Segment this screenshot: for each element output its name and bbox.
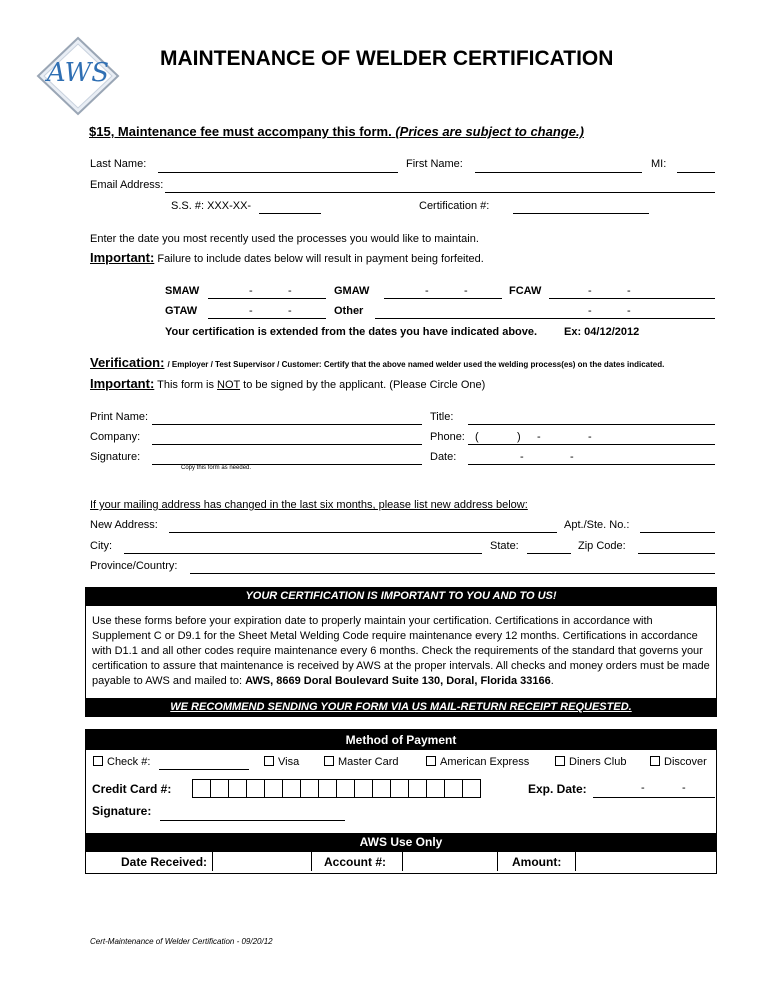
email-label: Email Address: — [90, 179, 164, 191]
fcaw-label: FCAW — [509, 285, 542, 297]
verification-line — [90, 355, 664, 370]
province-field[interactable] — [190, 573, 715, 574]
date-dash: - — [627, 285, 631, 297]
date-dash: - — [464, 285, 468, 297]
account-field[interactable] — [402, 852, 498, 871]
title-label: Title: — [430, 411, 454, 423]
print-name-field[interactable] — [152, 424, 422, 425]
mastercard-label: Master Card — [338, 756, 399, 768]
copy-note: Copy this form as needed. — [181, 465, 252, 471]
print-name-label: Print Name: — [90, 411, 149, 423]
discover-checkbox[interactable] — [650, 756, 660, 766]
cert-field[interactable] — [513, 213, 649, 214]
instructions-line: Enter the date you most recently used the processes you would like to maintain. — [90, 233, 479, 245]
important-box-text: Use these forms before your expiration date to properly maintain your certification. Certifications in accordance with Supplement C or D9.1 for the Sheet Metal Welding Code require maintenance every 12 months. Certifications in accordance with D1.1 and all other codes require maintenance every 6 months. Check the requirements of the standard that governs your certification to assure that maintenance is received by AWS at the proper intervals. All checks and money orders must be made payable to AWS and mailed to: — [92, 615, 710, 687]
date-field[interactable] — [468, 464, 715, 465]
city-label: City: — [90, 540, 112, 552]
office-row — [86, 852, 716, 872]
phone-dash: - — [588, 431, 592, 443]
important-box-header: YOUR CERTIFICATION IS IMPORTANT TO YOU AND TO US! — [85, 587, 717, 606]
other-label: Other — [334, 305, 364, 317]
payment-signature-label: Signature: — [92, 804, 152, 818]
exp-date-label: Exp. Date: — [528, 782, 587, 796]
important-label: Important: — [90, 250, 155, 265]
fee-main: $15, Maintenance fee must accompany this form. — [89, 124, 392, 139]
signature-label: Signature: — [90, 451, 141, 463]
important-box — [85, 606, 717, 698]
state-label: State: — [490, 540, 519, 552]
apt-label: Apt./Ste. No.: — [564, 519, 630, 531]
check-number-field[interactable] — [159, 769, 249, 770]
date-dash: - — [588, 285, 592, 297]
check-checkbox[interactable] — [93, 756, 103, 766]
aws-logo — [36, 36, 120, 116]
date-example: Ex: 04/12/2012 — [564, 326, 640, 338]
amex-option[interactable] — [426, 756, 529, 768]
page-title: MAINTENANCE OF WELDER CERTIFICATION — [160, 47, 614, 70]
phone-open-paren: ( — [475, 431, 479, 443]
visa-label: Visa — [278, 756, 300, 768]
gmaw-date-field[interactable] — [384, 298, 502, 299]
city-field[interactable] — [124, 553, 482, 554]
amex-checkbox[interactable] — [426, 756, 436, 766]
company-field[interactable] — [152, 444, 422, 445]
phone-field[interactable] — [468, 444, 715, 445]
verification-not: NOT — [217, 379, 241, 391]
other-process-field[interactable] — [375, 318, 715, 319]
diners-option[interactable] — [555, 756, 626, 768]
credit-card-label: Credit Card #: — [92, 782, 172, 796]
diners-checkbox[interactable] — [555, 756, 565, 766]
diners-label: Diners Club — [569, 756, 627, 768]
check-label: Check #: — [107, 756, 151, 768]
zip-field[interactable] — [638, 553, 715, 554]
form-footer: Cert-Maintenance of Welder Certification - 09/20/12 — [90, 937, 273, 946]
amex-label: American Express — [440, 756, 530, 768]
visa-checkbox[interactable] — [264, 756, 274, 766]
ss-label: S.S. #: XXX-XX- — [171, 200, 252, 212]
gtaw-label: GTAW — [165, 305, 198, 317]
important-text: Failure to include dates below will result in payment being forfeited. — [157, 253, 484, 265]
verification-label: Verification: — [90, 355, 165, 370]
ss-field[interactable] — [259, 213, 321, 214]
phone-close-paren: ) — [517, 431, 521, 443]
date-dash: - — [288, 285, 292, 297]
phone-label: Phone: — [430, 431, 465, 443]
date-dash: - — [288, 305, 292, 317]
visa-option[interactable] — [264, 756, 299, 768]
important-box-period: . — [550, 675, 554, 687]
fcaw-date-field[interactable] — [549, 298, 715, 299]
address-heading: If your mailing address has changed in the last six months, please list new address below: — [90, 499, 528, 511]
aws-mailing-address: AWS, 8669 Doral Boulevard Suite 130, Doral, Florida 33166 — [245, 675, 551, 687]
last-name-label: Last Name: — [90, 158, 147, 170]
date-dash: - — [425, 285, 429, 297]
amount-label: Amount: — [512, 855, 562, 869]
mi-field[interactable] — [677, 172, 715, 173]
date-dash: - — [249, 285, 253, 297]
important-box-body — [92, 614, 712, 689]
date-dash: - — [641, 782, 645, 794]
new-address-field[interactable] — [169, 532, 557, 533]
mastercard-option[interactable] — [324, 756, 399, 768]
email-field[interactable] — [165, 192, 715, 193]
date-received-field[interactable] — [212, 852, 312, 871]
province-label: Province/Country: — [90, 560, 178, 572]
verification-important-label: Important: — [90, 376, 155, 391]
account-label: Account #: — [324, 855, 387, 869]
first-name-field[interactable] — [475, 172, 642, 173]
date-dash: - — [520, 451, 524, 463]
smaw-label: SMAW — [165, 285, 200, 297]
verification-important-post: to be signed by the applicant. (Please Circle One) — [240, 379, 486, 391]
smaw-date-field[interactable] — [208, 298, 326, 299]
date-dash: - — [627, 305, 631, 317]
date-dash: - — [570, 451, 574, 463]
aws-logo-text: AWS — [46, 58, 110, 88]
title-field[interactable] — [468, 424, 715, 425]
date-received-label: Date Received: — [121, 855, 208, 869]
office-header: AWS Use Only — [86, 833, 716, 852]
date-label: Date: — [430, 451, 457, 463]
zip-label: Zip Code: — [578, 540, 626, 552]
verification-text: / Employer / Test Supervisor / Customer: Certify that the above named welder used the welding process(es) on the dates indicated. — [167, 360, 665, 369]
mi-label: MI: — [651, 158, 667, 170]
amount-field[interactable] — [575, 852, 716, 871]
verification-important — [90, 376, 485, 391]
important-line — [90, 250, 484, 265]
payment-signature-field[interactable] — [160, 820, 345, 821]
extended-note: Your certification is extended from the dates you have indicated above. — [165, 326, 538, 338]
phone-dash: - — [537, 431, 541, 443]
date-dash: - — [682, 782, 686, 794]
mastercard-checkbox[interactable] — [324, 756, 334, 766]
company-label: Company: — [90, 431, 141, 443]
fee-line — [89, 124, 584, 139]
cert-label: Certification #: — [419, 200, 490, 212]
payment-header: Method of Payment — [86, 730, 716, 750]
fee-note: (Prices are subject to change.) — [395, 124, 584, 139]
gtaw-date-field[interactable] — [208, 318, 326, 319]
gmaw-label: GMAW — [334, 285, 370, 297]
apt-field[interactable] — [640, 532, 715, 533]
first-name-label: First Name: — [406, 158, 463, 170]
credit-card-number-cells[interactable] — [193, 779, 481, 798]
date-dash: - — [588, 305, 592, 317]
important-box-footer: WE RECOMMEND SENDING YOUR FORM VIA US MAIL-RETURN RECEIPT REQUESTED. — [85, 698, 717, 717]
new-address-label: New Address: — [90, 519, 158, 531]
discover-option[interactable] — [650, 756, 707, 768]
discover-label: Discover — [664, 756, 707, 768]
exp-date-field[interactable] — [593, 797, 715, 798]
verification-important-pre: This form is — [157, 379, 218, 391]
check-option[interactable] — [93, 756, 150, 768]
last-name-field[interactable] — [158, 172, 398, 173]
state-field[interactable] — [527, 553, 571, 554]
date-dash: - — [249, 305, 253, 317]
